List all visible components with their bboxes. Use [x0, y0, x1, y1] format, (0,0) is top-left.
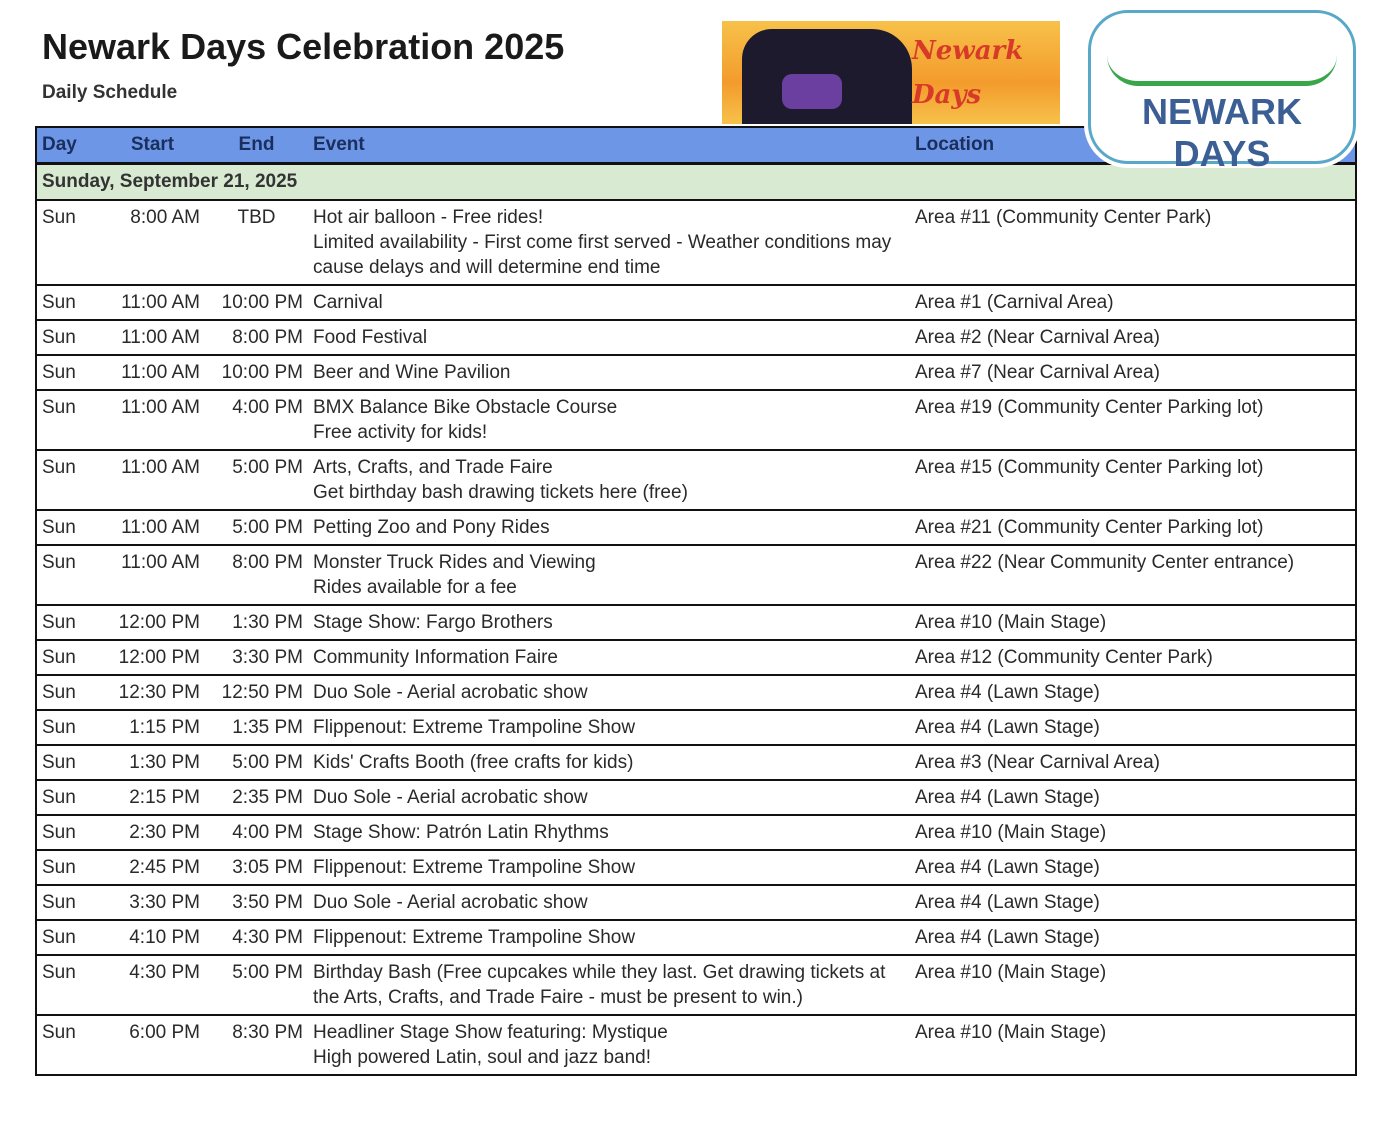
- section-date: Sunday, September 21, 2025: [36, 164, 1356, 201]
- event-cell: [308, 675, 910, 710]
- event-cell: [308, 390, 910, 450]
- start-cell: 4:10 PM: [100, 920, 205, 955]
- day-cell: Sun: [36, 1015, 100, 1075]
- event-detail: High powered Latin, soul and jazz band!: [313, 1047, 652, 1068]
- day-cell: Sun: [36, 745, 100, 780]
- start-cell: 2:45 PM: [100, 850, 205, 885]
- end-cell: 3:30 PM: [205, 640, 308, 675]
- event-cell: [308, 850, 910, 885]
- event-title: Carnival: [313, 292, 383, 313]
- start-cell: 4:30 PM: [100, 955, 205, 1015]
- location-cell: Area #4 (Lawn Stage): [910, 920, 1356, 955]
- day-cell: Sun: [36, 885, 100, 920]
- logo-lettering: NEWARK DAYS: [1142, 91, 1302, 174]
- day-cell: Sun: [36, 390, 100, 450]
- end-cell: 10:00 PM: [205, 285, 308, 320]
- end-cell: 5:00 PM: [205, 955, 308, 1015]
- event-title: Stage Show: Fargo Brothers: [313, 612, 553, 633]
- start-cell: 3:30 PM: [100, 885, 205, 920]
- event-title: Monster Truck Rides and Viewing: [313, 552, 596, 573]
- location-cell: Area #4 (Lawn Stage): [910, 675, 1356, 710]
- event-title: Kids' Crafts Booth (free crafts for kids): [313, 752, 634, 773]
- table-row: [36, 285, 1356, 320]
- table-row: [36, 545, 1356, 605]
- event-cell: [308, 780, 910, 815]
- start-cell: 1:15 PM: [100, 710, 205, 745]
- end-cell: 3:50 PM: [205, 885, 308, 920]
- event-title: Petting Zoo and Pony Rides: [313, 517, 550, 538]
- end-cell: 5:00 PM: [205, 510, 308, 545]
- table-row: [36, 355, 1356, 390]
- day-cell: Sun: [36, 815, 100, 850]
- start-cell: 11:00 AM: [100, 320, 205, 355]
- location-cell: Area #10 (Main Stage): [910, 1015, 1356, 1075]
- day-cell: Sun: [36, 640, 100, 675]
- table-row: [36, 745, 1356, 780]
- event-cell: [308, 955, 910, 1015]
- table-row: [36, 640, 1356, 675]
- location-cell: Area #15 (Community Center Parking lot): [910, 450, 1356, 510]
- event-title: Flippenout: Extreme Trampoline Show: [313, 717, 636, 738]
- table-row: [36, 815, 1356, 850]
- start-cell: 2:15 PM: [100, 780, 205, 815]
- end-cell: 2:35 PM: [205, 780, 308, 815]
- col-location: Location: [910, 127, 1356, 164]
- bus-logo-lettering: Newark Days: [912, 36, 1024, 110]
- event-detail: Rides available for a fee: [313, 577, 517, 598]
- event-title: Duo Sole - Aerial acrobatic show: [313, 682, 588, 703]
- col-end: End: [205, 127, 308, 164]
- col-start: Start: [100, 127, 205, 164]
- location-cell: Area #21 (Community Center Parking lot): [910, 510, 1356, 545]
- end-cell: 5:00 PM: [205, 450, 308, 510]
- col-day: Day: [36, 127, 100, 164]
- newark-days-logo: [1088, 10, 1356, 174]
- day-cell: Sun: [36, 285, 100, 320]
- location-cell: Area #10 (Main Stage): [910, 955, 1356, 1015]
- start-cell: 12:30 PM: [100, 675, 205, 710]
- day-cell: Sun: [36, 605, 100, 640]
- end-cell: 4:00 PM: [205, 390, 308, 450]
- event-cell: [308, 710, 910, 745]
- event-cell: [308, 510, 910, 545]
- table-row: [36, 885, 1356, 920]
- table-row: [36, 450, 1356, 510]
- day-cell: Sun: [36, 710, 100, 745]
- start-cell: 11:00 AM: [100, 355, 205, 390]
- event-cell: [308, 885, 910, 920]
- event-detail: Limited availability - First come first served - Weather conditions may cause delays and will determine end time: [313, 232, 892, 278]
- event-title: Community Information Faire: [313, 647, 558, 668]
- location-cell: Area #12 (Community Center Park): [910, 640, 1356, 675]
- event-title: Headliner Stage Show featuring: Mystique: [313, 1022, 668, 1043]
- event-cell: [308, 320, 910, 355]
- day-cell: Sun: [36, 200, 100, 285]
- day-cell: Sun: [36, 355, 100, 390]
- event-cell: [308, 355, 910, 390]
- end-cell: 8:00 PM: [205, 320, 308, 355]
- event-title: Duo Sole - Aerial acrobatic show: [313, 892, 588, 913]
- end-cell: 1:30 PM: [205, 605, 308, 640]
- day-cell: Sun: [36, 510, 100, 545]
- location-cell: Area #3 (Near Carnival Area): [910, 745, 1356, 780]
- start-cell: 11:00 AM: [100, 390, 205, 450]
- table-row: [36, 200, 1356, 285]
- table-row: [36, 710, 1356, 745]
- page-subtitle: Daily Schedule: [42, 82, 178, 103]
- end-cell: TBD: [205, 200, 308, 285]
- end-cell: 3:05 PM: [205, 850, 308, 885]
- event-title: Flippenout: Extreme Trampoline Show: [313, 857, 636, 878]
- page-title: Newark Days Celebration 2025: [42, 26, 565, 67]
- day-cell: Sun: [36, 780, 100, 815]
- groovy-bus-logo: [722, 21, 1060, 124]
- table-row: [36, 605, 1356, 640]
- start-cell: 11:00 AM: [100, 510, 205, 545]
- start-cell: 12:00 PM: [100, 640, 205, 675]
- location-cell: Area #4 (Lawn Stage): [910, 885, 1356, 920]
- event-cell: [308, 545, 910, 605]
- table-row: [36, 390, 1356, 450]
- start-cell: 2:30 PM: [100, 815, 205, 850]
- event-cell: [308, 920, 910, 955]
- schedule-table: [35, 126, 1357, 1076]
- table-row: [36, 955, 1356, 1015]
- event-title: Duo Sole - Aerial acrobatic show: [313, 787, 588, 808]
- event-title: Stage Show: Patrón Latin Rhythms: [313, 822, 609, 843]
- event-cell: [308, 285, 910, 320]
- table-row: [36, 850, 1356, 885]
- table-row: [36, 780, 1356, 815]
- event-title: Flippenout: Extreme Trampoline Show: [313, 927, 636, 948]
- end-cell: 10:00 PM: [205, 355, 308, 390]
- start-cell: 8:00 AM: [100, 200, 205, 285]
- location-cell: Area #4 (Lawn Stage): [910, 850, 1356, 885]
- table-row: [36, 1015, 1356, 1075]
- start-cell: 11:00 AM: [100, 285, 205, 320]
- col-event: Event: [308, 127, 910, 164]
- start-cell: 6:00 PM: [100, 1015, 205, 1075]
- start-cell: 12:00 PM: [100, 605, 205, 640]
- location-cell: Area #4 (Lawn Stage): [910, 710, 1356, 745]
- end-cell: 12:50 PM: [205, 675, 308, 710]
- start-cell: 1:30 PM: [100, 745, 205, 780]
- event-detail: Get birthday bash drawing tickets here (free): [313, 482, 688, 503]
- event-cell: [308, 605, 910, 640]
- day-cell: Sun: [36, 675, 100, 710]
- event-title: Hot air balloon - Free rides!: [313, 207, 544, 228]
- event-cell: [308, 1015, 910, 1075]
- event-title: BMX Balance Bike Obstacle Course: [313, 397, 618, 418]
- day-cell: Sun: [36, 320, 100, 355]
- location-cell: Area #7 (Near Carnival Area): [910, 355, 1356, 390]
- event-cell: [308, 815, 910, 850]
- event-title: Arts, Crafts, and Trade Faire: [313, 457, 553, 478]
- logo-skyline-band: [1107, 55, 1337, 86]
- table-row: [36, 920, 1356, 955]
- day-cell: Sun: [36, 920, 100, 955]
- bus-illustration: [742, 29, 912, 124]
- location-cell: Area #4 (Lawn Stage): [910, 780, 1356, 815]
- location-cell: Area #1 (Carnival Area): [910, 285, 1356, 320]
- end-cell: 8:00 PM: [205, 545, 308, 605]
- end-cell: 5:00 PM: [205, 745, 308, 780]
- day-cell: Sun: [36, 850, 100, 885]
- event-detail: Free activity for kids!: [313, 422, 488, 443]
- table-row: [36, 675, 1356, 710]
- location-cell: Area #10 (Main Stage): [910, 605, 1356, 640]
- start-cell: 11:00 AM: [100, 545, 205, 605]
- event-cell: [308, 200, 910, 285]
- event-title: Birthday Bash (Free cupcakes while they last. Get drawing tickets at the Arts, Crafts, and Trade Faire - must be present to win.): [313, 962, 886, 1008]
- start-cell: 11:00 AM: [100, 450, 205, 510]
- day-cell: Sun: [36, 450, 100, 510]
- event-cell: [308, 745, 910, 780]
- table-row: [36, 510, 1356, 545]
- location-cell: Area #11 (Community Center Park): [910, 200, 1356, 285]
- event-title: Beer and Wine Pavilion: [313, 362, 511, 383]
- end-cell: 8:30 PM: [205, 1015, 308, 1075]
- event-title: Food Festival: [313, 327, 428, 348]
- day-cell: Sun: [36, 545, 100, 605]
- location-cell: Area #10 (Main Stage): [910, 815, 1356, 850]
- day-cell: Sun: [36, 955, 100, 1015]
- location-cell: Area #22 (Near Community Center entrance): [910, 545, 1356, 605]
- event-cell: [308, 640, 910, 675]
- end-cell: 1:35 PM: [205, 710, 308, 745]
- location-cell: Area #19 (Community Center Parking lot): [910, 390, 1356, 450]
- location-cell: Area #2 (Near Carnival Area): [910, 320, 1356, 355]
- table-row: [36, 320, 1356, 355]
- end-cell: 4:00 PM: [205, 815, 308, 850]
- end-cell: 4:30 PM: [205, 920, 308, 955]
- event-cell: [308, 450, 910, 510]
